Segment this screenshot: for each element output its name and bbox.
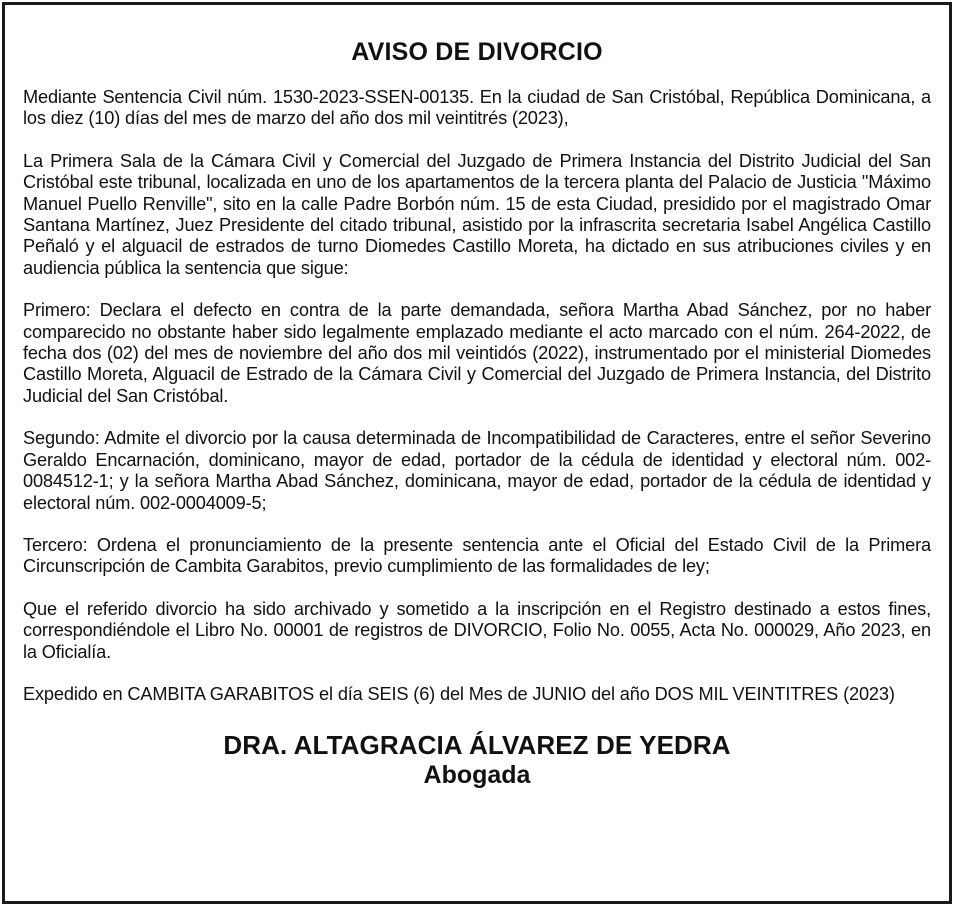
notice-title: AVISO DE DIVORCIO xyxy=(351,38,603,66)
paragraph-primero: Primero: Declara el defecto en contra de la parte demandada, señora Martha Abad Sánchez, por no haber comparecido no obstante haber sido legalmente emplazado mediante el acto marcado con el núm. 264-2022, de fecha dos (02) del mes de noviembre del año dos mil veintidós (2022), instrumentado por el ministerial Diomedes Castillo Moreta, Alguacil de Estrado de la Cámara Civil y Comercial del Juzgado de Primera Instancia, del Distrito Judicial del San Cristóbal. xyxy=(23,300,931,406)
notice-frame xyxy=(2,2,952,904)
paragraph-segundo: Segundo: Admite el divorcio por la causa determinada de Incompatibilidad de Caracteres, entre el señor Severino Geraldo Encarnación, dominicano, mayor de edad, portador de la cédula de identidad y electoral núm. 002-0084512-1; y la señora Martha Abad Sánchez, dominicana, mayor de edad, portador de la cédula de identidad y electoral núm. 002-0004009-5; xyxy=(23,428,931,513)
signature-block xyxy=(23,730,931,790)
signature-role: Abogada xyxy=(423,761,531,790)
signature-name: DRA. ALTAGRACIA ÁLVAREZ DE YEDRA xyxy=(223,730,731,761)
paragraph-sentencia: Mediante Sentencia Civil núm. 1530-2023-SSEN-00135. En la ciudad de San Cristóbal, República Dominicana, a los diez (10) días del mes de marzo del año dos mil veintitrés (2023), xyxy=(23,87,931,129)
paragraph-tribunal: La Primera Sala de la Cámara Civil y Comercial del Juzgado de Primera Instancia del Distrito Judicial del San Cristóbal este tribunal, localizada en uno de los apartamentos de la tercera planta del Palacio de Justicia "Máximo Manuel Puello Renville", sito en la calle Padre Borbón núm. 15 de esta Ciudad, presidido por el magistrado Omar Santana Martínez, Juez Presidente del citado tribunal, asistido por la infrascrita secretaria Isabel Angélica Castillo Peñaló y el alguacil de estrados de turno Diomedes Castillo Moreta, ha dictado en sus atribuciones civiles y en audiencia pública la sentencia que sigue: xyxy=(23,150,931,278)
paragraph-tercero: Tercero: Ordena el pronunciamiento de la presente sentencia ante el Oficial del Estado Civil de la Primera Circunscripción de Cambita Garabitos, previo cumplimiento de las formalidades de ley; xyxy=(23,534,931,577)
paragraph-expedido: Expedido en CAMBITA GARABITOS el día SEIS (6) del Mes de JUNIO del año DOS MIL VEINTITRES (2023) xyxy=(23,683,895,704)
paragraph-registro: Que el referido divorcio ha sido archivado y sometido a la inscripción en el Registro destinado a estos fines, correspondiéndole el Libro No. 00001 de registros de DIVORCIO, Folio No. 0055, Acta No. 000029, Año 2023, en la Oficialía. xyxy=(23,598,931,662)
notice-content xyxy=(23,35,931,790)
